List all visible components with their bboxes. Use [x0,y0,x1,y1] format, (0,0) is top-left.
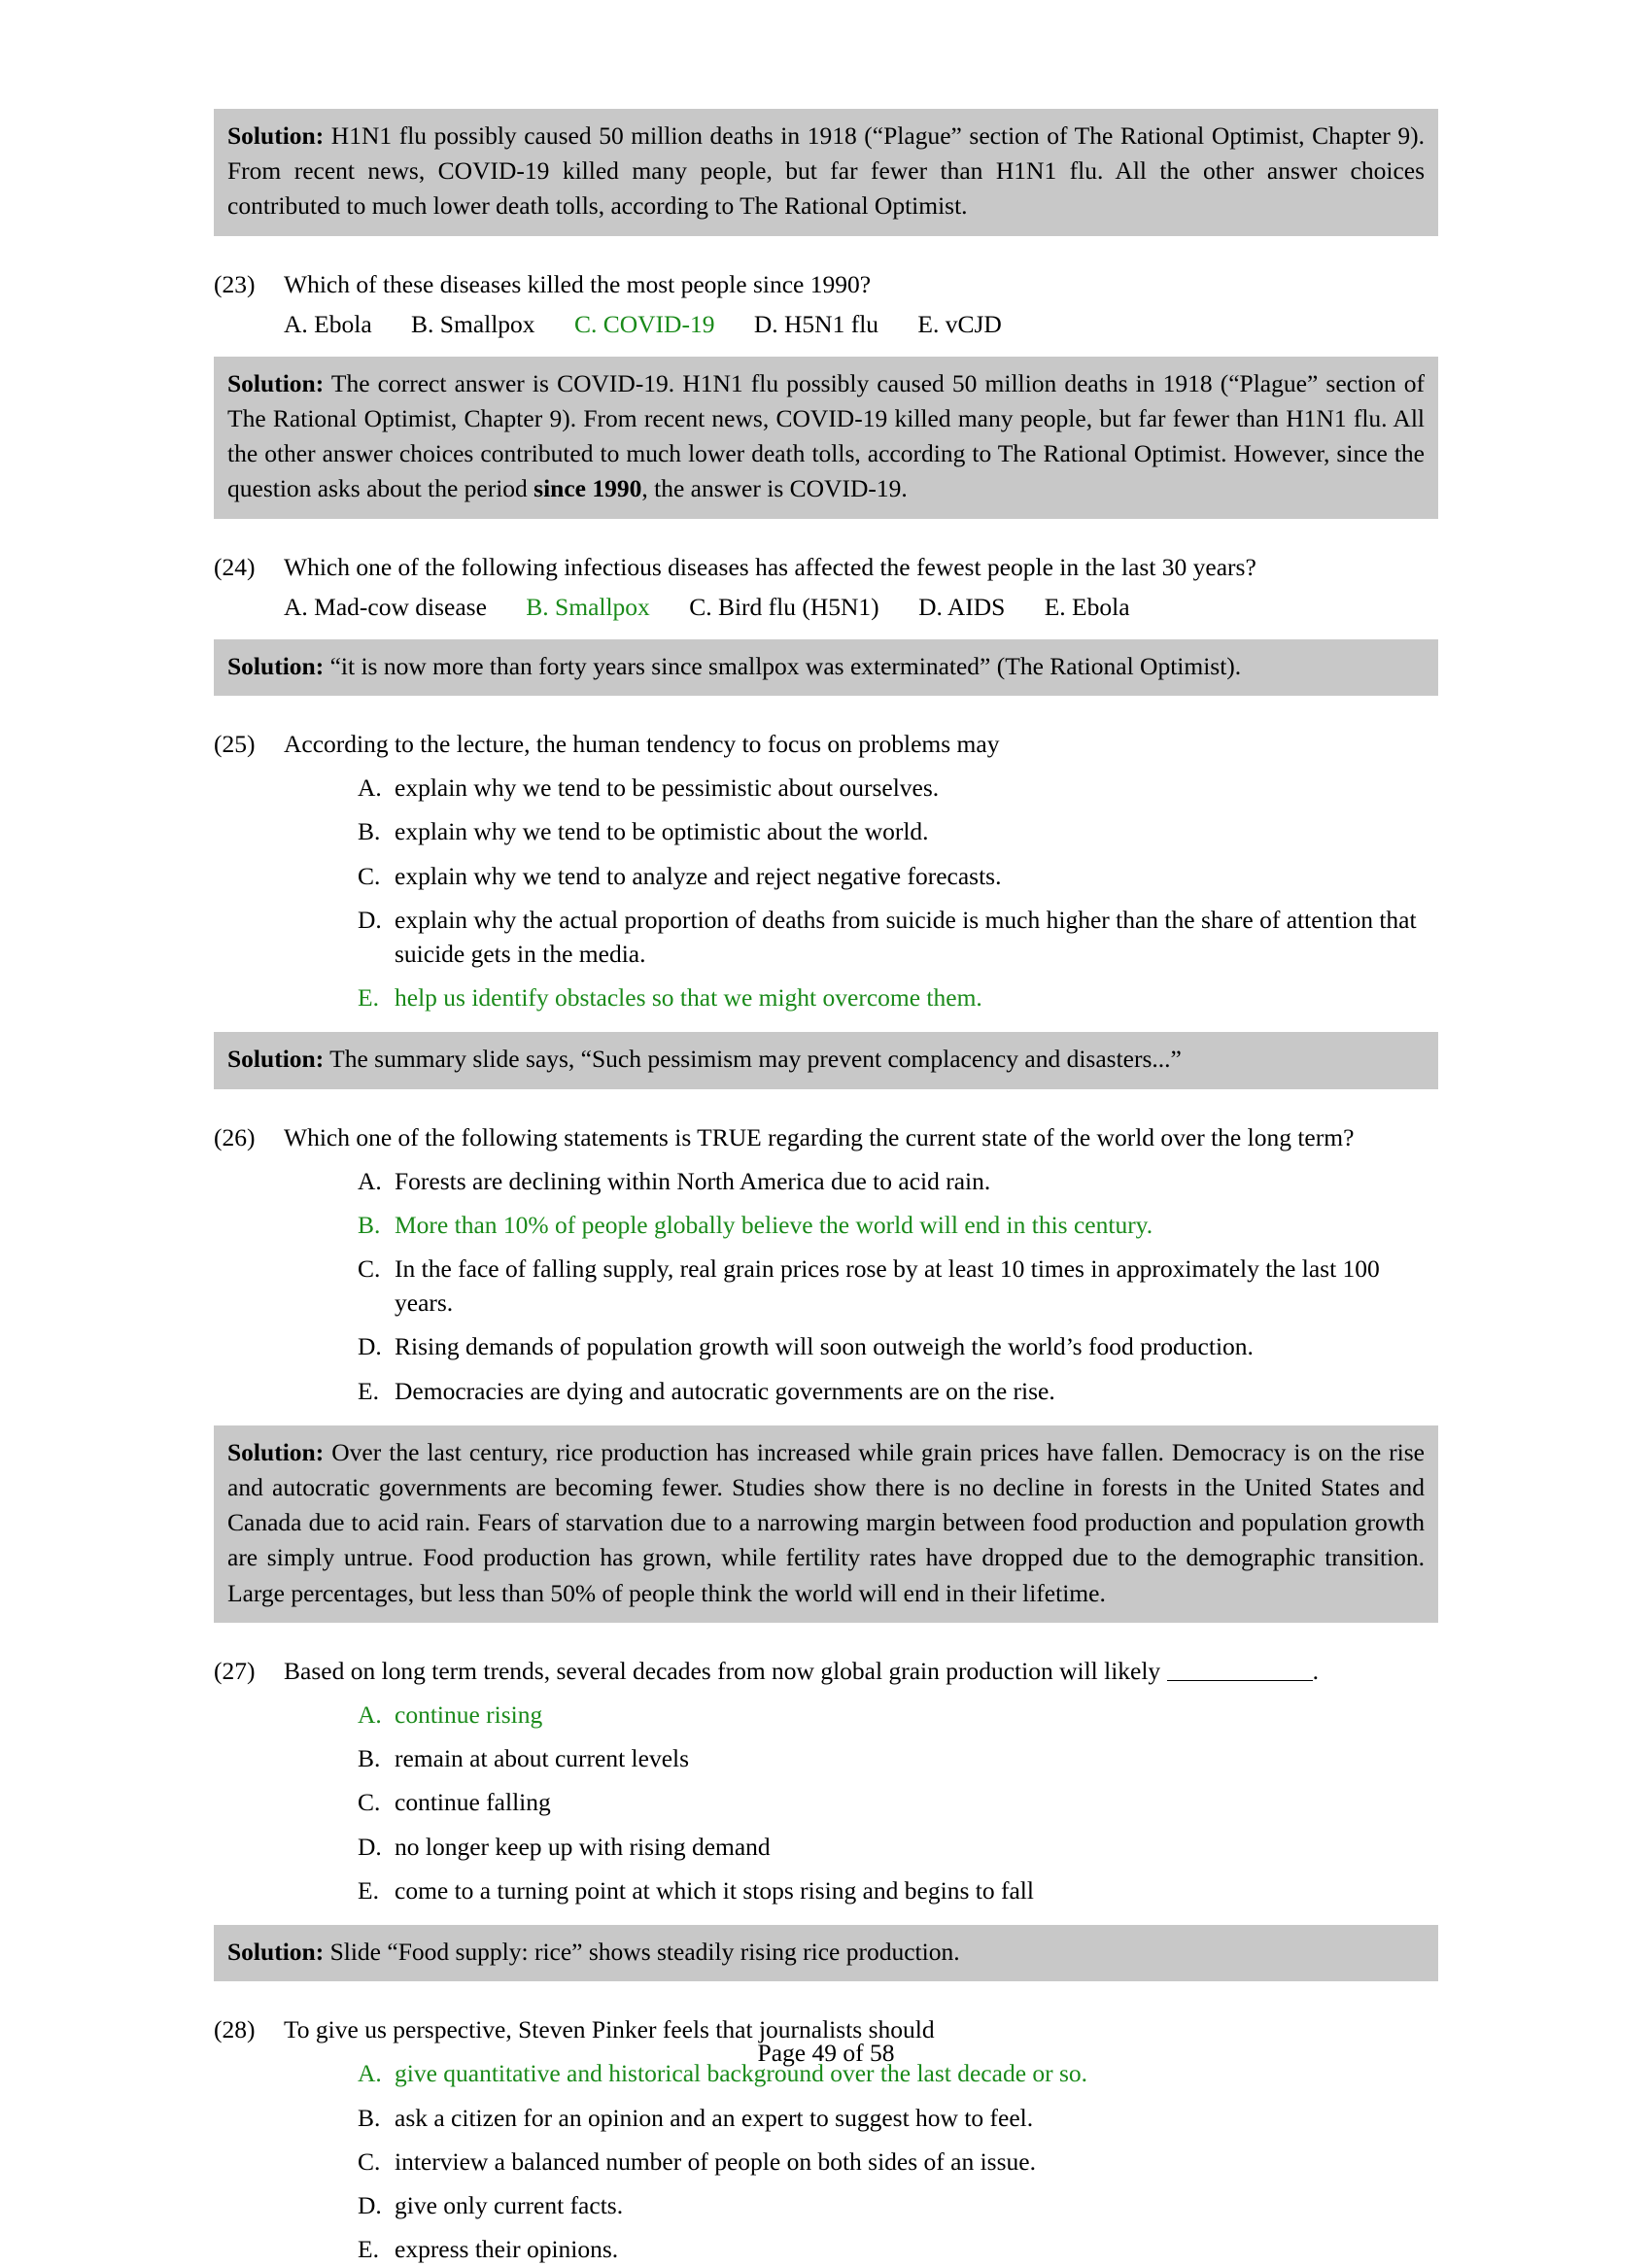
choice-text: Bird flu (H5N1) [717,592,879,621]
question-number: (25) [214,730,256,758]
solution-label: Solution: [227,368,325,397]
choice-list [358,1164,1438,1408]
choice-text: AIDS [946,592,1006,621]
solution-box [214,109,1438,236]
solution-box [214,1425,1438,1623]
choice-letter: E. [917,309,940,338]
choice-letter: A. [284,309,308,338]
choice-d[interactable] [918,593,1005,622]
choice-letter: C. [358,2146,381,2176]
choice-letter: E. [358,983,379,1013]
choice-letter: B. [358,1744,381,1773]
choice-letter: B. [358,2103,381,2132]
choice-a[interactable] [358,1698,1438,1732]
choice-e[interactable] [917,310,1001,339]
question-24 [214,550,1438,622]
solution-label: Solution: [227,1045,325,1074]
choice-text: explain why we tend to analyze and reject negative forecasts. [395,861,1002,890]
question-stem-line [214,550,1438,584]
choice-text: Rising demands of population growth will soon outweigh the world’s food production. [395,1332,1254,1361]
page-footer: Page 49 of 58 [757,2039,895,2067]
choice-b[interactable] [358,1208,1438,1242]
choice-text: H5N1 flu [784,309,879,338]
question-stem-line [214,267,1438,301]
choice-text: give only current facts. [395,2190,624,2219]
choice-text: Smallpox [555,592,650,621]
choice-a[interactable] [284,593,487,622]
solution-label: Solution: [227,651,325,680]
choice-d[interactable] [358,903,1438,971]
choice-letter: C. [358,861,381,890]
choice-c[interactable] [358,859,1438,893]
choice-list [358,1698,1438,1907]
choice-letter: D. [358,905,382,934]
choice-b[interactable] [411,310,535,339]
choice-e[interactable] [358,1374,1438,1408]
choice-text: explain why we tend to be pessimistic about ourselves. [395,773,940,803]
choice-text: ask a citizen for an opinion and an expert to suggest how to feel. [395,2103,1034,2132]
choice-letter: B. [358,817,381,846]
choice-text: Ebola [314,309,372,338]
choice-letter: D. [358,2190,382,2219]
choice-text: explain why the actual proportion of deaths from suicide is much higher than the share of attention that suicide gets in the media. [395,905,1417,968]
choice-d[interactable] [754,310,878,339]
solution-text: Over the last century, rice production has increased while grain prices have fallen. Democracy is on the rise and autocratic governments are becoming fewer. Studies show there is no decline in forests in the United States and Canada due to acid rain. Fears of starvation due to a narrowing margin between food production and population growth are simply untrue. Food production has grown, while fertility rates have dropped due to the demographic transition. Large percentages, but less than 50% of people think the world will end in their lifetime. [227,1437,1426,1607]
question-number: (26) [214,1122,256,1151]
choice-d[interactable] [358,1329,1438,1363]
choice-letter: D. [358,1332,382,1361]
question-text: Which of these diseases killed the most people since 1990? [284,269,872,298]
choice-text: continue falling [395,1788,551,1817]
question-26 [214,1120,1438,1408]
question-text-before-blank: Based on long term trends, several decades from now global grain production will likely [284,1656,1167,1685]
choice-c[interactable] [574,310,715,339]
solution-label: Solution: [227,1937,325,1966]
choice-list [284,593,1438,622]
choice-text: In the face of falling supply, real grain prices rose by at least 10 times in approximately the last 100 years. [395,1254,1380,1318]
choice-e[interactable] [358,1873,1438,1907]
solution-box [214,357,1438,519]
choice-c[interactable] [358,2145,1438,2179]
choice-letter: A. [358,773,382,803]
choice-letter: E. [358,1875,379,1905]
choice-text: Mad-cow disease [314,592,487,621]
question-text: Which one of the following infectious diseases has affected the fewest people in the last 30 years? [284,552,1256,581]
choice-letter: E. [358,1376,379,1405]
choice-d[interactable] [358,2188,1438,2222]
choice-text: More than 10% of people globally believe the world will end in this century. [395,1210,1153,1239]
solution-emphasis: since 1990 [533,474,642,503]
choice-a[interactable] [284,310,372,339]
choice-text: vCJD [945,309,1002,338]
choice-letter: A. [358,1166,382,1195]
solution-text: The summary slide says, “Such pessimism may prevent complacency and disasters...” [329,1045,1182,1074]
choice-letter: B. [411,309,434,338]
solution-label: Solution: [227,121,325,150]
question-text-after-blank: . [1312,1656,1319,1685]
solution-text-part2: , the answer is COVID-19. [641,474,908,503]
choice-letter: E. [358,2235,379,2264]
choice-b[interactable] [358,1741,1438,1775]
solution-box [214,1925,1438,1981]
question-number: (23) [214,269,256,298]
choice-list [358,771,1438,1014]
fill-in-blank [1167,1680,1313,1681]
choice-text: help us identify obstacles so that we might overcome them. [395,983,982,1013]
choice-text: explain why we tend to be optimistic about the world. [395,817,929,846]
question-25 [214,727,1438,1014]
choice-c[interactable] [689,593,879,622]
choice-letter: D. [358,1832,382,1861]
question-stem-line [214,727,1438,761]
choice-letter: D. [918,592,943,621]
choice-c[interactable] [358,1785,1438,1819]
question-23 [214,267,1438,339]
choice-text: Smallpox [439,309,535,338]
choice-letter: A. [284,592,308,621]
solution-box [214,1032,1438,1088]
solution-label: Solution: [227,1437,325,1466]
choice-text: COVID-19 [602,309,715,338]
choice-b[interactable] [526,593,650,622]
choice-letter: A. [358,1700,382,1730]
choice-text: no longer keep up with rising demand [395,1832,771,1861]
choice-c[interactable] [358,1252,1438,1320]
choice-d[interactable] [358,1830,1438,1864]
question-text: Which one of the following statements is TRUE regarding the current state of the world over the long term? [284,1122,1355,1151]
choice-b[interactable] [358,814,1438,848]
choice-text: express their opinions. [395,2235,619,2264]
choice-e[interactable] [358,980,1438,1014]
question-number: (28) [214,2015,256,2044]
choice-b[interactable] [358,2101,1438,2135]
choice-letter: A. [358,2059,382,2088]
choice-letter: B. [526,592,549,621]
choice-a[interactable] [358,771,1438,805]
question-text [284,1654,1438,1688]
solution-box [214,639,1438,696]
choice-text: interview a balanced number of people on both sides of an issue. [395,2146,1036,2176]
choice-text: remain at about current levels [395,1744,690,1773]
choice-text: Democracies are dying and autocratic governments are on the rise. [395,1376,1055,1405]
choice-letter: C. [689,592,712,621]
question-stem-line [214,1654,1438,1688]
choice-list [358,2056,1438,2266]
solution-text: H1N1 flu possibly caused 50 million deaths in 1918 (“Plague” section of The Rational Optimist, Chapter 9). From recent news, COVID-19 killed many people, but far fewer than H1N1 flu. All the other answer choices contributed to much lower death tolls, according to The Rational Optimist. [227,121,1426,221]
choice-e[interactable] [358,2232,1438,2266]
choice-list [284,310,1438,339]
choice-text: come to a turning point at which it stops rising and begins to fall [395,1875,1034,1905]
choice-letter: D. [753,309,778,338]
solution-text-part1: The correct answer is COVID-19. H1N1 flu possibly caused 50 million deaths in 1918 (“Plague” section of The Rational Optimist, Chapter 9). From recent news, COVID-19 killed many people, but far fewer than H1N1 flu. All the other answer choices contributed to much lower death tolls, according to The Rational Optimist. However, since the question asks about the period [227,368,1425,503]
choice-text: continue rising [395,1700,543,1730]
choice-text: give quantitative and historical background over the last decade or so. [395,2059,1088,2088]
choice-e[interactable] [1045,593,1130,622]
choice-a[interactable] [358,1164,1438,1198]
choice-letter: B. [358,1210,381,1239]
choice-letter: E. [1044,592,1066,621]
question-27 [214,1654,1438,1907]
choice-letter: C. [573,309,598,338]
choice-letter: C. [358,1788,381,1817]
choice-text: Ebola [1072,592,1130,621]
question-number: (24) [214,552,256,581]
solution-text: Slide “Food supply: rice” shows steadily rising rice production. [329,1937,960,1966]
choice-letter: C. [358,1254,381,1284]
question-text: According to the lecture, the human tendency to focus on problems may [284,730,1000,758]
question-stem-line [214,1120,1438,1154]
question-number: (27) [214,1656,256,1685]
choice-text: Forests are declining within North America due to acid rain. [395,1166,991,1195]
question-text: To give us perspective, Steven Pinker feels that journalists should [284,2015,935,2044]
solution-text: “it is now more than forty years since smallpox was exterminated” (The Rational Optimist). [329,651,1242,680]
